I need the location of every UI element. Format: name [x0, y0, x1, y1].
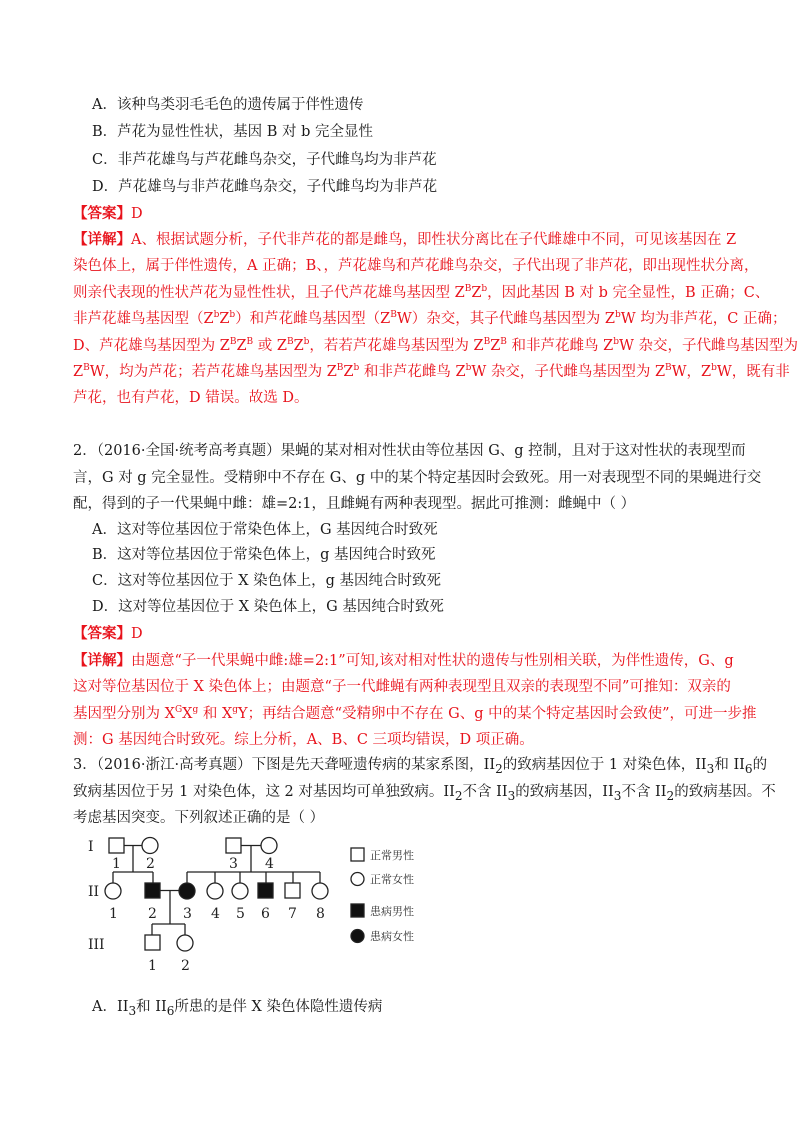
III-2-number: 2 [181, 958, 190, 974]
q2-option-b: B．这对等位基因位于常染色体上，g 基因纯合时致死 [92, 547, 436, 563]
I-4-normal-female [261, 838, 277, 854]
q1-option-d: D．芦花雄鸟与非芦花雌鸟杂交，子代雌鸟均为非芦花 [92, 179, 438, 195]
q2-option-d: D．这对等位基因位于 X 染色体上，G 基因纯合时致死 [92, 599, 444, 615]
II-3-affected-female [179, 883, 195, 899]
I-4-number: 4 [265, 856, 274, 872]
II-1-number: 1 [109, 906, 118, 922]
q1-option-c: C．非芦花雄鸟与芦花雌鸟杂交，子代雌鸟均为非芦花 [92, 152, 437, 168]
q2-option-c: C．这对等位基因位于 X 染色体上，g 基因纯合时致死 [92, 573, 442, 589]
q1-detail-line-2: 染色体上，属于伴性遗传，A 正确；B、，芦花雄鸟和芦花雌鸟杂交，子代出现了非芦花，即出现性状分离， [73, 258, 759, 274]
II-6-affected-male [258, 883, 273, 898]
q3-option-a: A．$II_3$和 $II_6$所患的是伴 X 染色体隐性遗传病 [92, 999, 383, 1018]
q2-detail-line-4: 测：G 基因纯合时致死。综上分析，A、B、C 三项均错误，D 项正确。 [73, 732, 534, 748]
gen-label-I: I [88, 839, 94, 855]
II-4-normal-female [207, 883, 223, 899]
q1-detail-line-5: D、芦花雄鸟基因型为 $Z^BZ^B$ 或 $Z^BZ^b$，若若芦花雄鸟基因型为 $Z^BZ^B$ 和非芦花雌鸟 $Z^bW$ 杂交，子代雌鸟基因型为 [73, 337, 798, 354]
I-2-normal-female [142, 838, 158, 854]
pedigree-diagram [85, 832, 425, 982]
II-7-normal-male [285, 883, 300, 898]
q2-answer: 【答案】D [73, 625, 143, 642]
legend-affected-male-icon [351, 904, 364, 917]
q3-stem-line-3: 考虑基因突变。下列叙述正确的是（ ） [73, 810, 325, 826]
II-1-normal-female [105, 883, 121, 899]
q1-answer: 【答案】D [73, 205, 143, 222]
I-1-number: 1 [112, 856, 121, 872]
q2-detail-line-1: 【详解】由题意“子一代果蝇中雌:雄=2:1”可知,该对相对性状的遗传与性别相关联，为伴性遗传，G、g [73, 652, 734, 669]
legend-normal-male-icon [351, 848, 364, 861]
II-2-affected-male [145, 883, 160, 898]
q2-stem-line-3: 配，得到的子一代果蝇中雌：雄=2:1，且雌蝇有两种表现型。据此可推测：雌蝇中（ ） [73, 496, 636, 512]
q1-detail-line-4: 非芦花雄鸟基因型$(Z^bZ^b)$和芦花雌鸟基因型$(Z^BW)$杂交，其子代雌鸟基因型为 $Z^bW$ 均为非芦花，C 正确； [73, 310, 787, 327]
legend-affected-female-label: 患病女性 [370, 930, 414, 943]
I-2-number: 2 [146, 856, 155, 872]
III-1-number: 1 [148, 958, 157, 974]
q3-stem-line-2: 致病基因位于另 1 对染色体，这 2 对基因均可单独致病。$II_2$不含 $II_3$的致病基因，$II_3$不含 $II_2$的致病基因。不 [73, 784, 776, 803]
II-2-number: 2 [148, 906, 157, 922]
q1-option-a: A．该种鸟类羽毛毛色的遗传属于伴性遗传 [92, 97, 364, 113]
legend-normal-female-icon [351, 873, 364, 886]
I-1-normal-male [109, 838, 124, 853]
II-4-number: 4 [211, 906, 220, 922]
II-6-number: 6 [261, 906, 270, 922]
II-8-number: 8 [316, 906, 325, 922]
gen-label-III: III [88, 937, 105, 953]
I-3-normal-male [226, 838, 241, 853]
q1-detail-line-3: 则亲代表现的性状芦花为显性性状，且子代芦花雄鸟基因型 $Z^BZ^b$，因此基因 B 对 b 完全显性，B 正确；C、 [73, 284, 770, 301]
III-2-normal-female [177, 935, 193, 951]
II-5-number: 5 [236, 906, 245, 922]
q1-detail-line-6: $Z^BW$，均为芦花；若芦花雄鸟基因型为 $Z^BZ^b$ 和非芦花雌鸟 $Z^bW$ 杂交，子代雌鸟基因型为 $Z^BW$，$Z^bW$，既有非 [73, 363, 790, 380]
gen-label-II: II [88, 884, 100, 900]
II-3-number: 3 [183, 906, 192, 922]
legend-affected-female-icon [351, 930, 364, 943]
q1-detail-line-7: 芦花，也有芦花，D 错误。故选 D。 [73, 390, 309, 406]
q2-stem-line-2: 言，G 对 g 完全显性。受精卵中不存在 G、g 中的某个特定基因时会致死。用一对表现型不同的果蝇进行交 [73, 470, 762, 486]
q2-option-a: A．这对等位基因位于常染色体上，G 基因纯合时致死 [92, 522, 438, 538]
q1-detail-line-1: 【详解】A、根据试题分析，子代非芦花的都是雌鸟，即性状分离比在子代雌雄中不同，可见该基因在 Z [73, 231, 737, 248]
II-7-number: 7 [288, 906, 297, 922]
legend-normal-male-label: 正常男性 [370, 849, 414, 862]
q1-option-b: B．芦花为显性性状，基因 B 对 b 完全显性 [92, 124, 374, 140]
I-3-number: 3 [229, 856, 238, 872]
III-1-normal-male [145, 935, 160, 950]
q2-detail-line-2: 这对等位基因位于 X 染色体上；由题意“子一代雌蝇有两种表现型且双亲的表现型不同”可推知：双亲的 [73, 679, 731, 695]
q3-stem-line-1: 3．（2016·浙江·高考真题）下图是先天聋哑遗传病的某家系图，$II_2$的致病基因位于 1 对染色体，$II_3$和 $II_6$的 [73, 757, 768, 776]
q2-detail-line-3: 基因型分别为 $X^GX^g$ 和 $X^gY$；再结合题意“受精卵中不存在 G、g 中的某个特定基因时会致使”，可进一步推 [73, 705, 757, 722]
II-8-normal-female [312, 883, 328, 899]
legend-affected-male-label: 患病男性 [370, 905, 414, 918]
II-5-normal-female [232, 883, 248, 899]
q2-stem-line-1: 2．（2016·全国·统考高考真题）果蝇的某对相对性状由等位基因 G、g 控制，且对于这对性状的表现型而 [73, 443, 746, 459]
legend-normal-female-label: 正常女性 [370, 873, 414, 886]
